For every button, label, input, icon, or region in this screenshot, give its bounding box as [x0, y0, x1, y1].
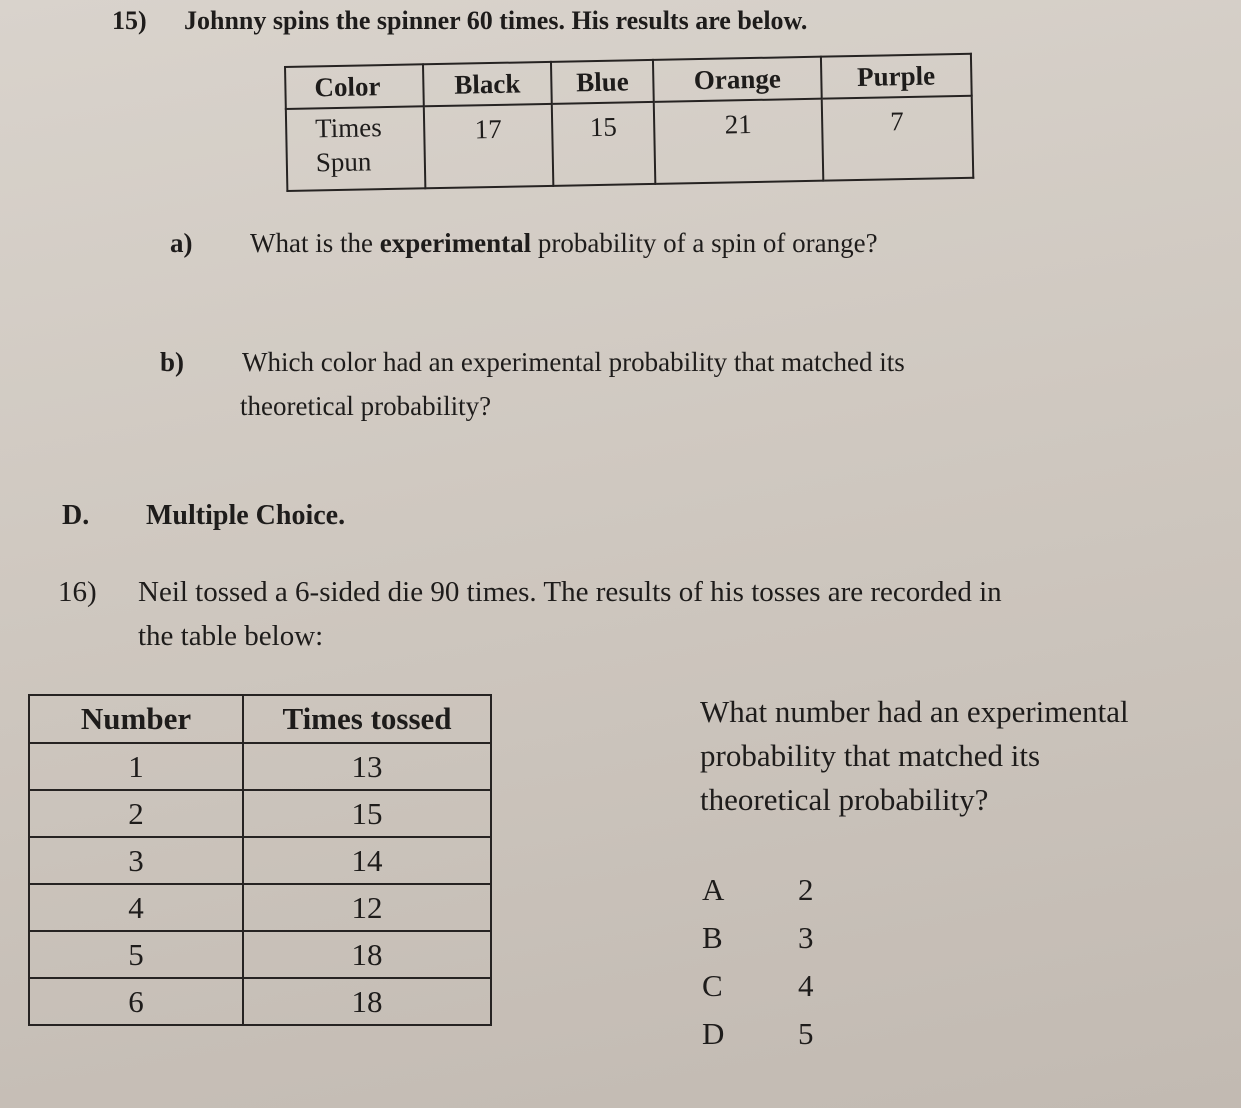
question-15-text: Johnny spins the spinner 60 times. His results are below. [184, 6, 808, 35]
question-16-prompt [700, 690, 1129, 822]
die-number-cell: 4 [29, 884, 243, 931]
question-16-prompt-line: theoretical probability? [700, 782, 989, 817]
die-header-number: Number [29, 695, 243, 743]
spinner-row-label [286, 106, 426, 191]
question-16-prompt-line: probability that matched its [700, 738, 1041, 773]
choice-value: 2 [798, 872, 814, 907]
spinner-value-blue: 15 [552, 102, 656, 186]
question-16-prompt-line: What number had an experimental [700, 694, 1129, 729]
question-16-line2: the table below: [138, 620, 324, 652]
spinner-header-black: Black [423, 62, 552, 106]
die-count-cell: 14 [243, 837, 491, 884]
choice-value: 5 [798, 1016, 814, 1051]
section-d-title: Multiple Choice. [146, 500, 346, 531]
table-row [29, 837, 491, 884]
die-table-header-row [29, 695, 491, 743]
choice-d[interactable] [702, 1010, 814, 1058]
die-count-cell: 13 [243, 743, 491, 790]
question-16-number: 16) [58, 576, 97, 608]
table-row [29, 931, 491, 978]
question-15a-text-bold: experimental [379, 228, 532, 258]
choice-letter: B [702, 920, 723, 955]
die-count-cell: 12 [243, 884, 491, 931]
question-15b-label: b) [160, 347, 185, 377]
choice-letter: C [702, 968, 723, 1003]
die-count-cell: 18 [243, 978, 491, 1025]
question-15b-line1: Which color had an experimental probability that matched its [242, 347, 905, 377]
spinner-value-black: 17 [424, 104, 553, 188]
question-15a-text-before: What is the [250, 228, 380, 258]
question-15b [160, 340, 905, 428]
choice-value: 3 [798, 920, 814, 955]
spinner-table-data-row [286, 96, 973, 191]
choice-value: 4 [798, 968, 814, 1003]
question-15a [170, 228, 878, 259]
question-15b-line2: theoretical probability? [240, 391, 492, 421]
question-15-number: 15) [112, 6, 147, 35]
die-number-cell: 1 [29, 743, 243, 790]
section-d-heading [62, 500, 345, 532]
spinner-row-label-line2: Spun [315, 146, 372, 178]
question-15a-text-after: probability of a spin of orange? [531, 228, 878, 258]
question-16 [58, 570, 1228, 658]
question-16-line1: Neil tossed a 6-sided die 90 times. The results of his tosses are recorded in [138, 576, 1002, 608]
spinner-header-purple: Purple [821, 54, 972, 99]
answer-choices [702, 866, 814, 1058]
spinner-header-color: Color [285, 64, 424, 109]
choice-letter: A [702, 872, 725, 907]
choice-a[interactable] [702, 866, 814, 914]
spinner-results-table [284, 53, 974, 192]
spinner-header-blue: Blue [551, 60, 654, 104]
spinner-header-orange: Orange [653, 57, 821, 102]
spinner-value-orange: 21 [654, 99, 823, 184]
die-number-cell: 3 [29, 837, 243, 884]
choice-b[interactable] [702, 914, 814, 962]
choice-letter: D [702, 1016, 725, 1051]
question-15 [112, 6, 807, 36]
question-15a-label: a) [170, 228, 193, 258]
table-row [29, 978, 491, 1025]
table-row [29, 884, 491, 931]
die-number-cell: 5 [29, 931, 243, 978]
spinner-row-label-line1: Times [314, 112, 383, 144]
spinner-value-purple: 7 [821, 96, 973, 181]
die-number-cell: 2 [29, 790, 243, 837]
die-count-cell: 18 [243, 931, 491, 978]
die-results-table [28, 694, 492, 1026]
die-number-cell: 6 [29, 978, 243, 1025]
table-row [29, 743, 491, 790]
die-count-cell: 15 [243, 790, 491, 837]
choice-c[interactable] [702, 962, 814, 1010]
die-header-times-tossed: Times tossed [243, 695, 491, 743]
table-row [29, 790, 491, 837]
section-d-label: D. [62, 500, 90, 531]
